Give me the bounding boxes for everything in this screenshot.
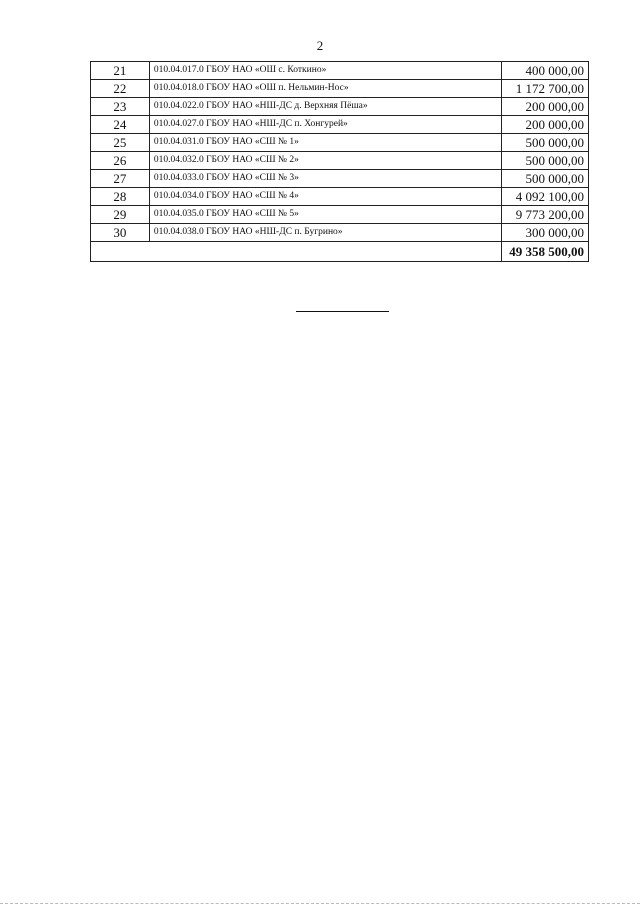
row-amount: 500 000,00 bbox=[501, 152, 588, 170]
institution-name: 010.04.018.0 ГБОУ НАО «ОШ п. Нельмин-Нос» bbox=[149, 80, 501, 98]
table-row bbox=[91, 116, 589, 134]
total-label-cell bbox=[91, 242, 502, 262]
row-number: 26 bbox=[91, 152, 150, 170]
row-number: 24 bbox=[91, 116, 150, 134]
institution-name: 010.04.027.0 ГБОУ НАО «НШ-ДС п. Хонгурей» bbox=[149, 116, 501, 134]
table-row bbox=[91, 188, 589, 206]
table-row bbox=[91, 80, 589, 98]
total-amount: 49 358 500,00 bbox=[501, 242, 588, 262]
table-row bbox=[91, 152, 589, 170]
institution-name: 010.04.022.0 ГБОУ НАО «НШ-ДС д. Верхняя Пёша» bbox=[149, 98, 501, 116]
row-number: 27 bbox=[91, 170, 150, 188]
row-number: 22 bbox=[91, 80, 150, 98]
institution-name: 010.04.017.0 ГБОУ НАО «ОШ с. Коткино» bbox=[149, 62, 501, 80]
institution-name: 010.04.032.0 ГБОУ НАО «СШ № 2» bbox=[149, 152, 501, 170]
table-row bbox=[91, 98, 589, 116]
table-row bbox=[91, 62, 589, 80]
row-amount: 500 000,00 bbox=[501, 134, 588, 152]
row-number: 28 bbox=[91, 188, 150, 206]
row-amount: 1 172 700,00 bbox=[501, 80, 588, 98]
institution-name: 010.04.034.0 ГБОУ НАО «СШ № 4» bbox=[149, 188, 501, 206]
institution-name: 010.04.035.0 ГБОУ НАО «СШ № 5» bbox=[149, 206, 501, 224]
table-row bbox=[91, 206, 589, 224]
table-row bbox=[91, 170, 589, 188]
end-of-document-line bbox=[296, 311, 389, 312]
institution-name: 010.04.031.0 ГБОУ НАО «СШ № 1» bbox=[149, 134, 501, 152]
total-row bbox=[91, 242, 589, 262]
row-amount: 400 000,00 bbox=[501, 62, 588, 80]
row-number: 23 bbox=[91, 98, 150, 116]
page-number: 2 bbox=[316, 38, 324, 53]
row-amount: 300 000,00 bbox=[501, 224, 588, 242]
institution-name: 010.04.038.0 ГБОУ НАО «НШ-ДС п. Бугрино» bbox=[149, 224, 501, 242]
row-amount: 500 000,00 bbox=[501, 170, 588, 188]
row-number: 30 bbox=[91, 224, 150, 242]
institution-name: 010.04.033.0 ГБОУ НАО «СШ № 3» bbox=[149, 170, 501, 188]
row-number: 21 bbox=[91, 62, 150, 80]
row-amount: 200 000,00 bbox=[501, 98, 588, 116]
row-number: 29 bbox=[91, 206, 150, 224]
scan-edge-divider bbox=[0, 903, 640, 904]
row-amount: 200 000,00 bbox=[501, 116, 588, 134]
row-amount: 9 773 200,00 bbox=[501, 206, 588, 224]
table-row bbox=[91, 224, 589, 242]
allocation-table bbox=[90, 61, 589, 262]
table-row bbox=[91, 134, 589, 152]
row-amount: 4 092 100,00 bbox=[501, 188, 588, 206]
row-number: 25 bbox=[91, 134, 150, 152]
